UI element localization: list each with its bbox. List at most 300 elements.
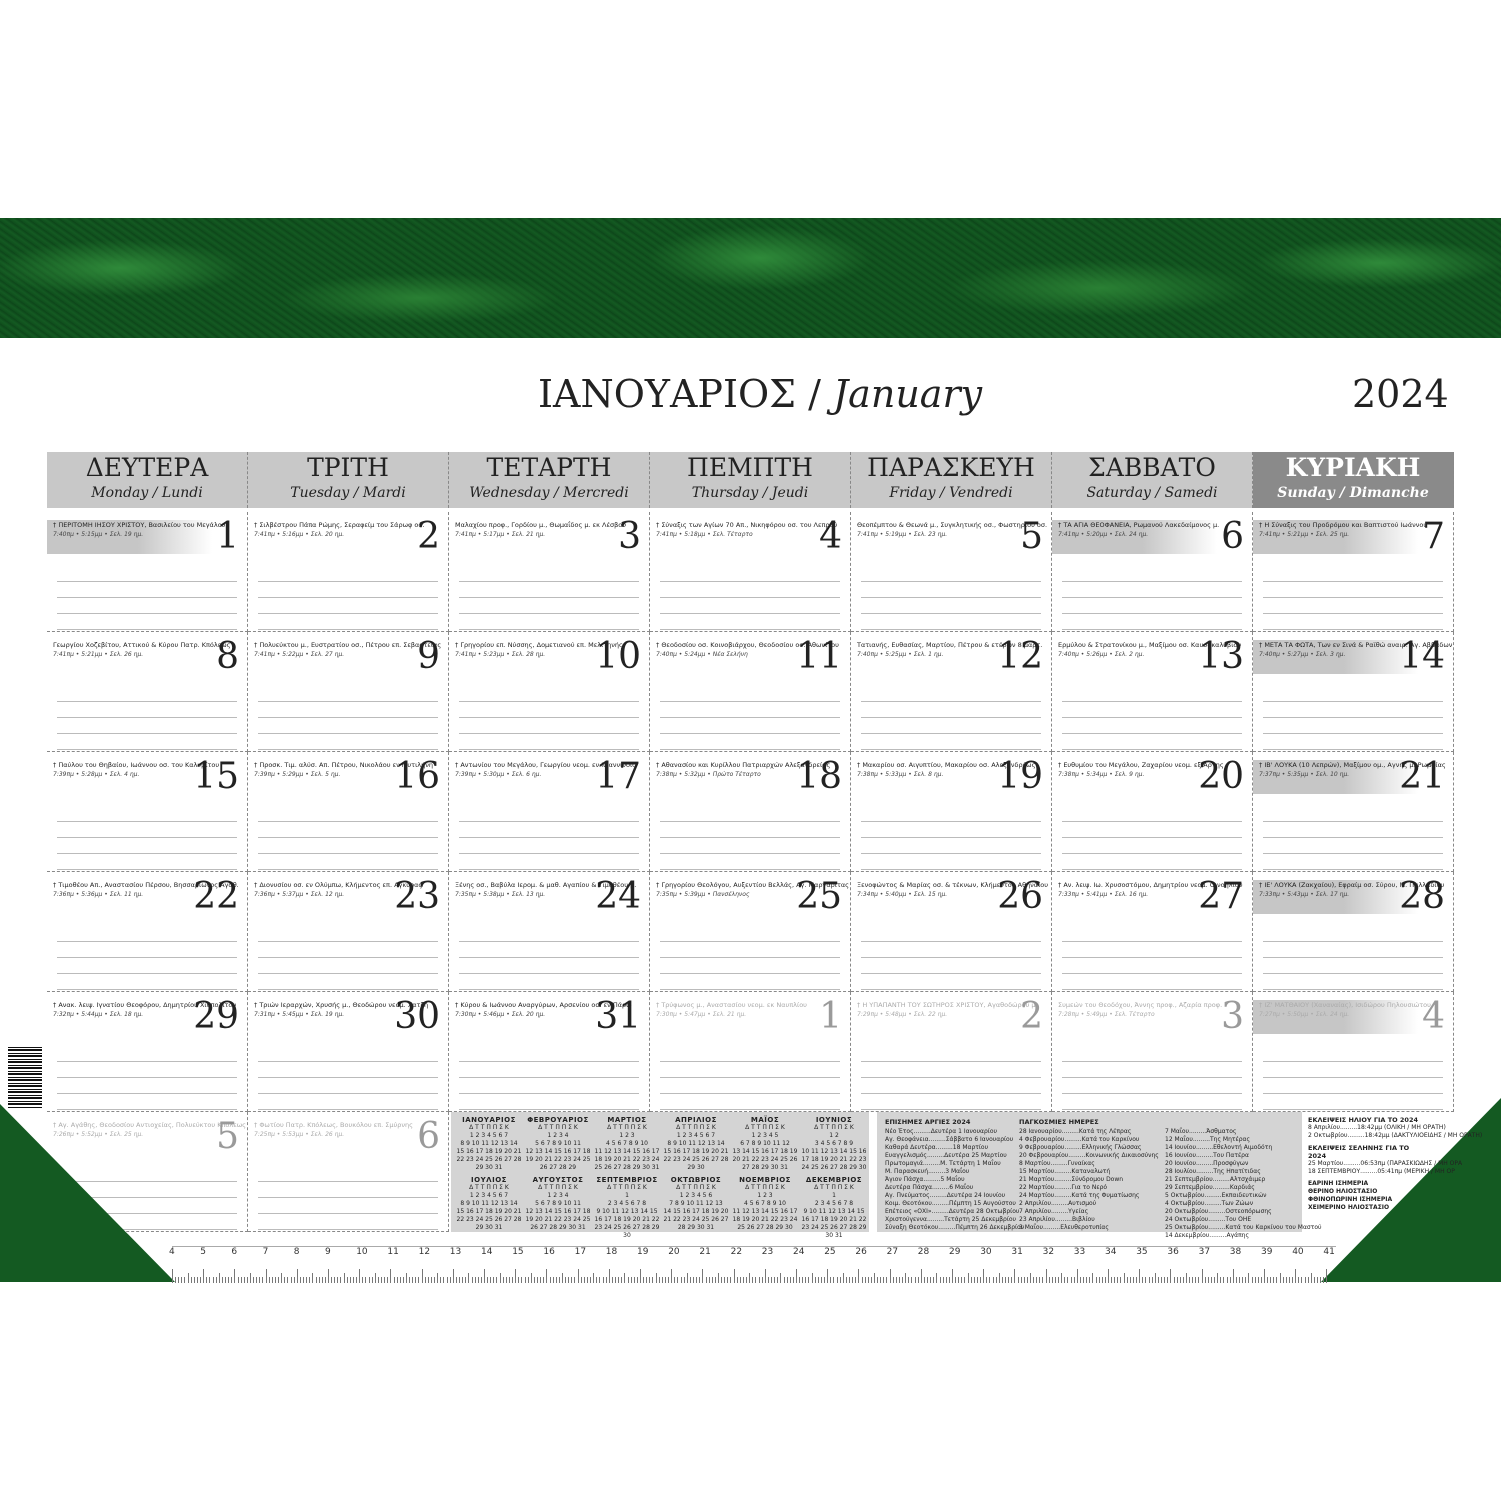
nameday-text: † Αντωνίου του Μεγάλου, Γεωργίου νεομ. εν Ιωαννίνοις: [455, 761, 636, 769]
ruler-tick: [394, 1277, 395, 1283]
ruler-tick: [1133, 1277, 1134, 1283]
ruler-tick: [194, 1277, 195, 1283]
ruler-tick: [328, 1269, 329, 1283]
ruler-tick: [628, 1277, 629, 1283]
ruler-tick: [1149, 1277, 1150, 1283]
day-cell[interactable]: [449, 632, 650, 752]
ruler-tick: [369, 1277, 370, 1283]
ruler-tick: [1292, 1277, 1293, 1283]
nameday-text: Μαλαχίου προφ., Γορδίου μ., Θωμαΐδος μ. εκ Λέσβου: [455, 521, 626, 529]
writing-lines: [57, 806, 237, 870]
day-cell[interactable]: [851, 752, 1052, 872]
ruler-label: 34: [1105, 1247, 1117, 1257]
ruler-tick: [550, 1277, 551, 1283]
mini-month-name: ΜΑΡΤΙΟΣ: [607, 1116, 647, 1124]
mini-month-row: Δ Τ Τ Π Π Σ Κ: [814, 1124, 854, 1131]
weekday-header: [248, 452, 449, 508]
writing-lines: [861, 566, 1041, 630]
ruler-tick: [1021, 1277, 1022, 1283]
ruler-tick: [989, 1277, 990, 1283]
ruler-tick: [659, 1277, 660, 1283]
ruler-tick: [877, 1277, 878, 1283]
weekday-greek: ΚΥΡΙΑΚΗ: [1285, 453, 1421, 482]
ruler-tick: [993, 1277, 994, 1283]
day-cell[interactable]: [650, 512, 851, 632]
ruler-tick: [553, 1277, 554, 1283]
writing-lines: [57, 566, 237, 630]
day-info: [1253, 1000, 1431, 1034]
day-number: 10: [595, 636, 641, 677]
day-cell[interactable]: [47, 512, 248, 632]
day-cell[interactable]: [1052, 752, 1253, 872]
ruler-tick: [930, 1277, 931, 1283]
day-number: 31: [595, 996, 641, 1037]
ruler-tick: [384, 1277, 385, 1283]
mini-month-row: 1 2 3: [757, 1192, 773, 1199]
ruler-tick: [309, 1277, 310, 1283]
ruler-tick: [886, 1277, 887, 1283]
mini-month-row: 26 27 28 29 30 31: [530, 1224, 586, 1231]
ruler-label: 21: [699, 1247, 711, 1257]
ruler-tick: [964, 1277, 965, 1283]
sun-moon-text: 7:40πμ • 5:26μμ • Σελ. 2 ημ.: [1058, 651, 1145, 658]
day-cell[interactable]: [47, 872, 248, 992]
ruler-tick: [1102, 1277, 1103, 1283]
ruler-tick: [918, 1277, 919, 1283]
ruler-tick: [450, 1277, 451, 1283]
day-cell[interactable]: [1253, 632, 1454, 752]
nameday-text: † Κύρου & Ιωάννου Αναργύρων, Αρσενίου οσ. εν Πάρω: [455, 1001, 632, 1009]
ruler-tick: [1164, 1277, 1165, 1283]
ruler-tick: [774, 1277, 775, 1283]
day-cell[interactable]: [851, 632, 1052, 752]
mini-month-name: ΙΟΥΛΙΟΣ: [471, 1176, 507, 1184]
mini-month-row: 29 30: [687, 1164, 705, 1171]
day-number: 2: [417, 516, 440, 557]
ruler-tick: [228, 1277, 229, 1283]
mini-month-row: Δ Τ Τ Π Π Σ Κ: [676, 1124, 716, 1131]
writing-lines: [459, 566, 639, 630]
ruler-tick: [443, 1277, 444, 1283]
ruler-tick: [971, 1277, 972, 1283]
ruler-tick: [799, 1277, 800, 1283]
ruler-tick: [1198, 1277, 1199, 1283]
mini-month-row: 16 17 18 19 20 21 22: [801, 1216, 867, 1223]
ruler-tick: [362, 1277, 363, 1283]
ruler-tick: [868, 1277, 869, 1283]
writing-lines: [861, 1046, 1041, 1110]
ruler-label: 33: [1073, 1247, 1086, 1257]
ruler-tick: [191, 1277, 192, 1283]
ruler-tick: [818, 1277, 819, 1283]
day-number: 14: [1399, 636, 1445, 677]
ruler-tick: [1080, 1277, 1081, 1283]
ruler-tick: [1280, 1273, 1281, 1283]
ruler-label: 29: [949, 1247, 961, 1257]
ruler-tick: [400, 1277, 401, 1283]
day-cell[interactable]: [1052, 632, 1253, 752]
sun-moon-text: 7:27πμ • 5:50μμ • Σελ. 24 ημ.: [1259, 1011, 1350, 1018]
ruler-tick: [759, 1277, 760, 1283]
ruler-label: 32: [1042, 1247, 1055, 1257]
ruler-tick: [1189, 1277, 1190, 1283]
ruler-tick: [1236, 1277, 1237, 1283]
ruler-tick: [1071, 1277, 1072, 1283]
ruler-label: 39: [1261, 1247, 1273, 1257]
ruler-tick: [287, 1277, 288, 1283]
day-number: 11: [796, 636, 842, 677]
ruler-tick: [312, 1273, 313, 1283]
ruler-tick: [936, 1273, 937, 1283]
day-cell[interactable]: [47, 752, 248, 872]
mini-month-row: 23 24 25 26 27 28 29: [801, 1224, 867, 1231]
sun-moon-text: 7:35πμ • 5:39μμ • Πανσέληνος: [656, 891, 750, 898]
mini-month-row: 15 16 17 18 19 20 21: [456, 1148, 522, 1155]
holiday-entry: Μ. Παρασκευή.........3 Μαΐου: [885, 1168, 970, 1175]
nameday-text: † Αγ. Αγάθης, Θεοδοσίου Αντιοχείας, Πολυεύκτου Κπόλεως: [53, 1121, 246, 1129]
ruler-tick: [833, 1277, 834, 1283]
world-day-entry: 22 Μαρτίου.........Για το Νερό: [1019, 1184, 1108, 1191]
ruler-tick: [621, 1277, 622, 1283]
day-cell[interactable]: [1253, 992, 1454, 1112]
ruler-tick: [1248, 1273, 1249, 1283]
ruler-tick: [1036, 1277, 1037, 1283]
ruler-tick: [737, 1277, 738, 1283]
ruler-tick: [465, 1277, 466, 1283]
ruler-tick: [518, 1277, 519, 1283]
day-cell[interactable]: [47, 632, 248, 752]
mini-month-row: 5 6 7 8 9 10 11: [535, 1200, 581, 1207]
ruler-tick: [1174, 1277, 1175, 1283]
mini-month-row: 30 31: [825, 1232, 843, 1239]
ruler-tick: [924, 1277, 925, 1283]
nameday-text: † Παύλου του Θηβαίου, Ιωάννου οσ. του Καλυβίτου: [53, 761, 220, 769]
ruler-tick: [771, 1277, 772, 1283]
mini-month-row: 4 5 6 7 8 9 10: [744, 1200, 786, 1207]
mini-month-row: 2 3 4 5 6 7 8: [607, 1200, 647, 1207]
world-day-entry: 14 Δεκεμβρίου.........Αγάπης: [1165, 1232, 1250, 1239]
ruler-tick: [303, 1277, 304, 1283]
nameday-text: Ξένης οσ., Βαβύλα Ιερομ. & μαθ. Αγαπίου & Τιμοθέου μ.: [455, 881, 637, 889]
world-day-entry: 28 Ιανουαρίου.........Κατά της Λέπρας: [1019, 1128, 1132, 1135]
sun-moon-text: 7:37πμ • 5:35μμ • Σελ. 10 ημ.: [1259, 771, 1350, 778]
day-cell[interactable]: [851, 512, 1052, 632]
ruler-tick: [796, 1269, 797, 1283]
ruler-tick: [812, 1273, 813, 1283]
ruler-tick: [281, 1273, 282, 1283]
mini-month-row: 12 13 14 15 16 17 18: [525, 1208, 591, 1215]
ruler-tick: [440, 1277, 441, 1283]
day-number: 15: [193, 756, 239, 797]
ruler-tick: [677, 1277, 678, 1283]
day-info: [1058, 760, 1224, 794]
mini-month-row: 26 27 28 29: [539, 1164, 577, 1171]
ruler-tick: [184, 1277, 185, 1283]
writing-lines: [861, 686, 1041, 750]
ruler-tick: [846, 1277, 847, 1283]
world-day-entry: 20 Ιουνίου.........Προσφύγων: [1165, 1160, 1249, 1167]
weekday-header: [1052, 452, 1253, 508]
ruler-tick: [596, 1277, 597, 1283]
world-day-entry: 21 Σεπτεμβρίου.........Αλτσχάιμερ: [1165, 1176, 1266, 1183]
day-number: 5: [216, 1116, 239, 1157]
world-day-entry: 29 Σεπτεμβρίου.........Καρδιάς: [1165, 1184, 1255, 1191]
sun-moon-text: 7:38πμ • 5:32μμ • Πρώτο Τέταρτο: [656, 771, 761, 778]
day-cell[interactable]: [650, 872, 851, 992]
ruler-tick: [484, 1269, 485, 1283]
ruler-tick: [1067, 1277, 1068, 1283]
day-cell[interactable]: [248, 512, 449, 632]
day-number: 5: [1020, 516, 1043, 557]
day-cell[interactable]: [47, 992, 248, 1112]
ruler-label: 6: [231, 1247, 238, 1257]
ruler-tick: [1096, 1277, 1097, 1283]
sun-moon-text: 7:25πμ • 5:53μμ • Σελ. 26 ημ.: [254, 1131, 345, 1138]
mini-month-row: 22 23 24 25 26 27 28: [663, 1156, 729, 1163]
nameday-text: Θεοπέμπτου & Θεωνά μ., Συγκλητικής οσ., Φωστηρίου οσ.: [857, 521, 1048, 529]
ruler-tick: [730, 1277, 731, 1283]
ruler-tick: [1227, 1277, 1228, 1283]
nameday-text: † Τριών Ιεραρχών, Χρυσής μ., Θεοδώρου νεομ. Χατζή: [254, 1001, 429, 1009]
mini-month-row: 27 28 29 30 31: [742, 1164, 788, 1171]
ruler-tick: [1264, 1269, 1265, 1283]
writing-lines: [1062, 806, 1242, 870]
ruler-tick: [1230, 1277, 1231, 1283]
day-info: [254, 520, 425, 554]
mini-month-row: 1: [832, 1192, 836, 1199]
ruler-label: 25: [824, 1247, 836, 1257]
ruler-tick: [316, 1277, 317, 1283]
nameday-text: † Γρηγορίου Θεολόγου, Αυξεντίου Βελλάς, Αγ. Μαργαρίτας: [656, 881, 849, 889]
day-cell[interactable]: [851, 872, 1052, 992]
ruler-tick: [297, 1269, 298, 1283]
ruler-tick: [584, 1277, 585, 1283]
day-cell[interactable]: [248, 1112, 449, 1232]
day-info: [857, 520, 1048, 554]
day-cell[interactable]: [248, 752, 449, 872]
ruler-tick: [684, 1277, 685, 1283]
ruler-tick: [1127, 1277, 1128, 1283]
nameday-text: Τατιανής, Ευθασίας, Μαρτίου, Πέτρου & ετέρων 8 μαρτ.: [857, 641, 1043, 649]
day-cell[interactable]: [449, 992, 650, 1112]
day-cell[interactable]: [1052, 512, 1253, 632]
ruler-tick: [1186, 1273, 1187, 1283]
mini-month-name: ΣΕΠΤΕΜΒΡΙΟΣ: [596, 1176, 658, 1184]
world-day-entry: 4 Φεβρουαρίου.........Κατά του Καρκίνου: [1019, 1136, 1140, 1143]
ruler-tick: [590, 1277, 591, 1283]
weekday-translation: Sunday / Dimanche: [1277, 485, 1429, 501]
ruler-tick: [755, 1277, 756, 1283]
nameday-text: Ερμύλου & Στρατονίκου μ., Μαξίμου οσ. Καυσοκαλύβιου: [1058, 641, 1242, 649]
writing-lines: [861, 926, 1041, 990]
ruler-tick: [409, 1277, 410, 1283]
ruler-tick: [693, 1277, 694, 1283]
sun-moon-text: 7:41πμ • 5:17μμ • Σελ. 21 ημ.: [455, 531, 546, 538]
ruler-tick: [793, 1277, 794, 1283]
ruler-tick: [1061, 1273, 1062, 1283]
ruler-tick: [702, 1269, 703, 1283]
day-info: [254, 1120, 413, 1154]
weekday-greek: ΤΕΤΑΡΤΗ: [486, 453, 612, 482]
ruler-tick: [1305, 1277, 1306, 1283]
ruler-tick: [896, 1277, 897, 1283]
ruler-label: 37: [1198, 1247, 1211, 1257]
ruler-tick: [528, 1277, 529, 1283]
ruler-tick: [372, 1277, 373, 1283]
world-days-a: ΠΑΓΚΟΣΜΙΕΣ ΗΜΕΡΕΣ 28 Ιανουαρίου.........Κατά της Λέπρας 4 Φεβρουαρίου.........Κατά του Καρκίνου 9 Φεβρουαρίου.........Ελληνικής Γλώσσας 20 Φεβρουαρίου.........Κοινωνικής Δικαιοσύνης 8 Μαρτίου.........Γυναίκας 15 Μαρτίου.........Καταναλωτή 21 Μαρτίου.........Σύνδρομου Down 22 Μαρτίου.........Για το Νερό 24 Μαρτίου.........Κατά της Φυματίωσης 2 Απριλίου.........Αυτισμού 7 Απριλίου.........Υγείας 23 Απριλίου.........Βιβλίου 3 Μαΐου.........Ελευθεροτυπίας: [1019, 1118, 1159, 1231]
ruler-tick: [487, 1277, 488, 1283]
ruler-tick: [453, 1269, 454, 1283]
ruler-tick: [1014, 1269, 1015, 1283]
ruler-tick: [1301, 1277, 1302, 1283]
ruler-tick: [1233, 1269, 1234, 1283]
writing-lines: [1263, 926, 1443, 990]
ruler-tick: [665, 1277, 666, 1283]
holiday-entry: Χριστούγεννα.........Τετάρτη 25 Δεκεμβρίου: [885, 1216, 1017, 1223]
mini-month-row: 22 23 24 25 26 27 28: [456, 1216, 522, 1223]
ruler-tick: [434, 1277, 435, 1283]
day-cell[interactable]: [1253, 872, 1454, 992]
ruler-tick: [475, 1277, 476, 1283]
day-cell[interactable]: [449, 872, 650, 992]
nameday-text: † Ανακ. λειψ. Ιγνατίου Θεοφόρου, Δημητρίου Χιοπολίτου: [53, 1001, 237, 1009]
mini-month-row: 1 2 3 4 5 6 7: [676, 1132, 716, 1139]
world-day-entry: 15 Μαρτίου.........Καταναλωτή: [1019, 1168, 1111, 1175]
day-info: [47, 520, 226, 554]
nameday-text: † Αθανασίου και Κυρίλλου Πατριαρχών Αλεξανδρείας: [656, 761, 831, 769]
ruler-tick: [1289, 1277, 1290, 1283]
ruler-tick: [646, 1277, 647, 1283]
day-cell[interactable]: [1253, 752, 1454, 872]
writing-lines: [660, 926, 840, 990]
ruler-label: 18: [605, 1247, 618, 1257]
ruler-label: 17: [574, 1247, 587, 1257]
mini-month-row: 24 25 26 27 28 29 30: [801, 1164, 867, 1171]
ruler-tick: [696, 1277, 697, 1283]
mini-month-name: ΙΑΝΟΥΑΡΙΟΣ: [462, 1116, 516, 1124]
ruler-tick: [1049, 1277, 1050, 1283]
ruler-tick: [1211, 1277, 1212, 1283]
ruler-tick: [780, 1273, 781, 1283]
ruler-tick: [1155, 1273, 1156, 1283]
ruler-tick: [1089, 1277, 1090, 1283]
ruler-tick: [1058, 1277, 1059, 1283]
ruler-label: 10: [356, 1247, 368, 1257]
ruler-tick: [787, 1277, 788, 1283]
mini-month-row: 1 2 3 4 5: [751, 1132, 779, 1139]
ruler-tick: [768, 1277, 769, 1283]
day-cell[interactable]: [1253, 512, 1454, 632]
mini-month: [800, 1176, 868, 1240]
ruler-tick: [418, 1277, 419, 1283]
ruler-tick: [340, 1277, 341, 1283]
weekday-greek: ΠΑΡΑΣΚΕΥΗ: [867, 453, 1035, 482]
ruler-tick: [1111, 1277, 1112, 1283]
nameday-text: Γεωργίου Χοζεβίτου, Αττικού & Κύρου Πατρ. Κπόλεως: [53, 641, 231, 649]
ruler-tick: [1220, 1277, 1221, 1283]
holiday-entry: Αγ. Θεοφάνεια.........Σάββατο 6 Ιανουαρίου: [885, 1136, 1014, 1143]
ruler-label: 41: [1323, 1247, 1335, 1257]
day-cell[interactable]: [650, 752, 851, 872]
ruler-tick: [1323, 1277, 1324, 1283]
ruler-tick: [534, 1277, 535, 1283]
ruler-tick: [955, 1277, 956, 1283]
ruler-tick: [603, 1277, 604, 1283]
mini-month-row: 16 17 18 19 20 21 22: [594, 1216, 660, 1223]
ruler-tick: [662, 1277, 663, 1283]
ruler-tick: [437, 1273, 438, 1283]
ruler-tick: [200, 1277, 201, 1283]
day-cell[interactable]: [248, 992, 449, 1112]
world-day-entry: 24 Μαρτίου.........Κατά της Φυματίωσης: [1019, 1192, 1140, 1199]
weekday-greek: ΣΑΒΒΑΤΟ: [1088, 453, 1216, 482]
world-day-entry: 24 Οκτωβρίου.........Του ΟΗΕ: [1165, 1216, 1252, 1223]
nameday-text: † Η Σύναξις του Προδρόμου και Βαπτιστού Ιωάννου: [1259, 521, 1428, 529]
ruler-tick: [574, 1277, 575, 1283]
ruler-tick: [815, 1277, 816, 1283]
day-cell[interactable]: [248, 632, 449, 752]
nameday-text: † ΤΑ ΑΓΙΑ ΘΕΟΦΑΝΕΙΑ, Ρωμανού Λακεδαίμονος μ.: [1058, 521, 1220, 529]
ruler-tick: [1202, 1269, 1203, 1283]
ruler-label: 20: [668, 1247, 680, 1257]
mini-month-row: 1: [625, 1192, 629, 1199]
day-cell[interactable]: [449, 752, 650, 872]
ruler-tick: [943, 1277, 944, 1283]
ruler-tick: [266, 1269, 267, 1283]
weekday-translation: Monday / Lundi: [91, 485, 203, 501]
ruler-tick: [624, 1273, 625, 1283]
ruler-tick: [222, 1277, 223, 1283]
ruler-tick: [718, 1273, 719, 1283]
day-cell[interactable]: [248, 872, 449, 992]
ruler-tick: [1086, 1277, 1087, 1283]
day-cell[interactable]: [851, 992, 1052, 1112]
mini-month-row: 7 8 9 10 11 12 13: [669, 1200, 723, 1207]
ruler-tick: [1046, 1269, 1047, 1283]
ruler-tick: [824, 1277, 825, 1283]
mini-month-row: 18 19 20 21 22 23 24: [594, 1156, 660, 1163]
mini-month-row: 5 6 7 8 9 10 11: [535, 1140, 581, 1147]
day-cell[interactable]: [1052, 872, 1253, 992]
mini-month-row: 1 2 3: [619, 1132, 635, 1139]
nameday-text: † Διονυσίου οσ. εν Ολύμπω, Κλήμεντος επ. Αγκύρας: [254, 881, 423, 889]
mini-month: [662, 1116, 730, 1172]
ruler-tick: [490, 1277, 491, 1283]
day-info: [53, 760, 220, 794]
writing-lines: [459, 806, 639, 870]
ruler-tick: [1152, 1277, 1153, 1283]
day-cell[interactable]: [650, 632, 851, 752]
ruler-tick: [1311, 1273, 1312, 1283]
ruler-tick: [272, 1277, 273, 1283]
sun-moon-text: 7:40πμ • 5:15μμ • Σελ. 19 ημ.: [53, 531, 144, 538]
nameday-text: † Ευθυμίου του Μεγάλου, Ζαχαρίου νεομ. εξ Άρτης: [1058, 761, 1224, 769]
day-number: 3: [618, 516, 641, 557]
ruler-tick: [1145, 1277, 1146, 1283]
day-cell[interactable]: [1052, 992, 1253, 1112]
ruler-tick: [746, 1277, 747, 1283]
ruler-tick: [568, 1277, 569, 1283]
mini-month-row: 1 2 3 4: [547, 1132, 569, 1139]
ruler-tick: [512, 1277, 513, 1283]
ruler-tick: [908, 1277, 909, 1283]
day-cell[interactable]: [650, 992, 851, 1112]
day-cell[interactable]: [449, 512, 650, 632]
day-number: 29: [193, 996, 239, 1037]
eclipse-entry: 8 Απριλίου.........18:42μμ (ΟΛΙΚΗ / ΜΗ ΟΡΑΤΗ): [1308, 1124, 1446, 1131]
ruler-tick: [515, 1269, 516, 1283]
ruler-tick: [406, 1273, 407, 1283]
